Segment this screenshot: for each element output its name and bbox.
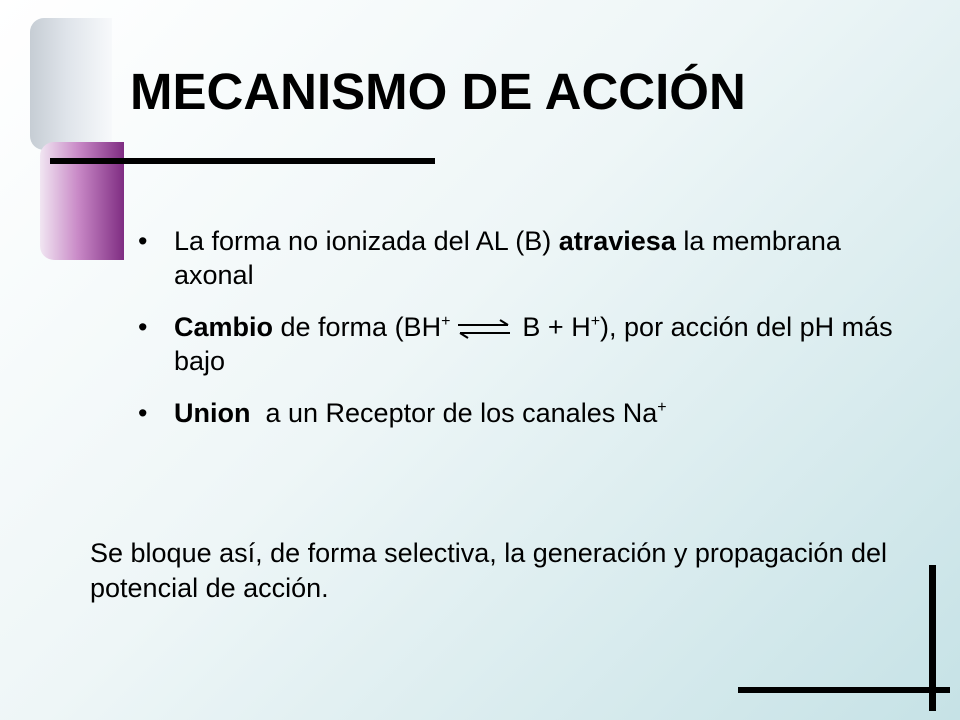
- bullet-2-text: de forma (BH: [273, 312, 442, 342]
- bullet-list: [138, 224, 898, 448]
- bullet-2-sup-2: +: [590, 313, 601, 330]
- bullet-3-bold: Union: [174, 398, 251, 428]
- conclusion-text: Se bloque así, de forma selectiva, la generación y propagación del potencial de acción.: [90, 538, 888, 603]
- bullet-marker: •: [138, 398, 148, 428]
- bullet-item-2: [138, 310, 898, 378]
- bullet-2-sup-1: +: [441, 313, 451, 330]
- bullet-2-text-mid: B + H: [522, 312, 591, 342]
- bullet-marker: •: [138, 312, 148, 342]
- bullet-1-text-2: la membrana axonal: [174, 226, 841, 290]
- bullet-1-text: La forma no ionizada del AL (B): [174, 226, 559, 256]
- equilibrium-arrows-icon: [456, 318, 512, 340]
- bullet-item-3: [138, 396, 898, 430]
- bullet-marker: •: [138, 226, 148, 256]
- bullet-1-bold: atraviesa: [558, 226, 676, 256]
- bullet-2-bold: Cambio: [174, 312, 274, 342]
- bullet-3-sup: +: [657, 399, 667, 416]
- slide-title: MECANISMO DE ACCIÓN: [130, 63, 746, 120]
- bullet-3-text: a un Receptor de los canales Na: [250, 398, 658, 428]
- decor-bar-gray: [30, 18, 112, 150]
- bullet-item-1: [138, 224, 898, 292]
- title-underline: [50, 158, 435, 164]
- bullet-2-text-end: ), por acción del pH más bajo: [174, 312, 893, 376]
- decor-corner-horizontal: [738, 687, 950, 693]
